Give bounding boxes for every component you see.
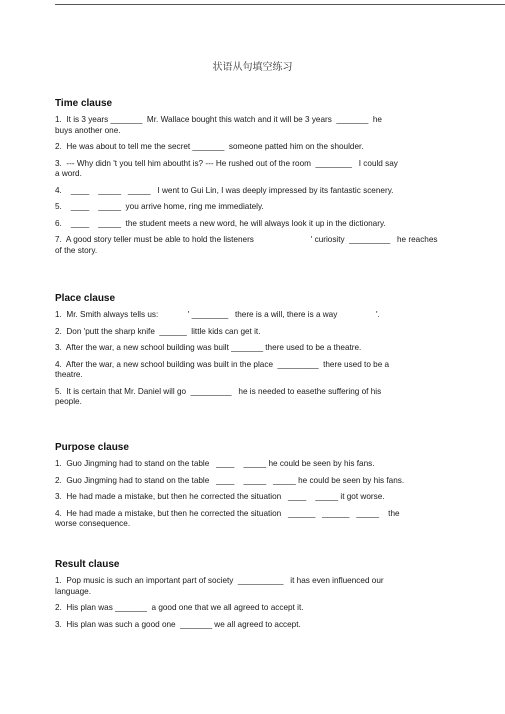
exercise-item: 1. Pop music is such an important part of society __________ it has even influenced our language. xyxy=(55,576,384,596)
exercise-item: 7. A good story teller must be able to hold the listeners ' curiosity _________ he reaches of the story. xyxy=(55,235,438,255)
exercise-item: 3. He had made a mistake, but then he corrected the situation ____ _____ it got worse. xyxy=(55,492,385,501)
exercise-item: 2. Guo Jingming had to stand on the table ____ _____ _____ he could be seen by his fans. xyxy=(55,475,405,485)
exercise-item: 3. --- Why didn 't you tell him aboutht is? --- He rushed out of the room ________ I could say a word. xyxy=(55,158,398,178)
section-purpose-clause xyxy=(55,442,505,536)
exercise-item: 5. It is certain that Mr. Daniel will go _________ he is needed to easethe suffering of his people. xyxy=(55,386,382,406)
section-time-clause xyxy=(55,98,505,262)
exercise-item: 2. His plan was _______ a good one that we all agreed to accept it. xyxy=(55,603,304,612)
page-title: 状语从句填空练习 xyxy=(212,62,293,73)
top-rule xyxy=(55,4,505,5)
section-result-clause xyxy=(55,559,505,636)
exercise-item: 5. ____ _____ you arrive home, ring me immediately. xyxy=(55,202,264,211)
exercise-item: 3. After the war, a new school building was built _______ there used to be a theatre. xyxy=(55,343,362,352)
exercise-item: 4. ____ _____ _____ I went to Gui Lin, I was deeply impressed by its fantastic scenery. xyxy=(55,185,394,195)
exercise-item: 3. His plan was such a good one _______ we all agreed to accept. xyxy=(55,619,301,629)
section-heading: Place clause xyxy=(55,293,116,304)
section-heading: Purpose clause xyxy=(55,442,129,453)
exercise-item: 2. Don 'putt the sharp knife ______ little kids can get it. xyxy=(55,326,261,336)
section-place-clause xyxy=(55,293,505,414)
section-heading: Result clause xyxy=(55,559,120,570)
exercise-item: 1. Guo Jingming had to stand on the table ____ _____ he could be seen by his fans. xyxy=(55,459,375,468)
section-heading: Time clause xyxy=(55,98,113,109)
exercise-item: 6. ____ _____ the student meets a new word, he will always look it up in the dictionary. xyxy=(55,218,386,228)
exercise-item: 4. After the war, a new school building was built in the place _________ there used to be a theatre. xyxy=(55,359,390,379)
exercise-item: 1. Mr. Smith always tells us: ' ________ there is a will, there is a way '. xyxy=(55,310,380,319)
exercise-item: 2. He was about to tell me the secret _______ someone patted him on the shoulder. xyxy=(55,142,364,151)
exercise-item: 1. It is 3 years _______ Mr. Wallace bought this watch and it will be 3 years _______ he buys another one. xyxy=(55,115,382,135)
exercise-item: 4. He had made a mistake, but then he corrected the situation ______ ______ _____ the worse consequence. xyxy=(55,508,400,528)
